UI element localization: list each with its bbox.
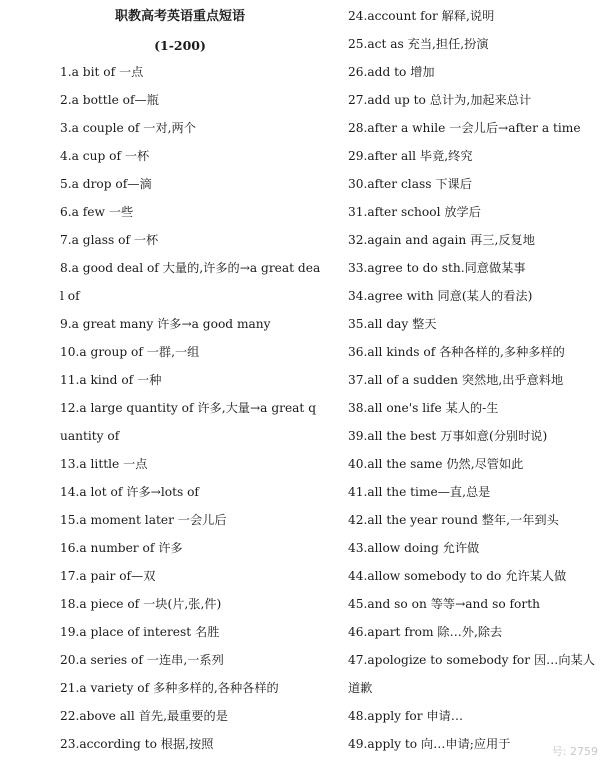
phrase-entry: 31.after school 放学后 [348, 205, 481, 219]
phrase-entry: 49.apply to 向…申请;应用于 [348, 737, 511, 751]
phrase-entry: 9.a great many 许多→a good many [60, 317, 271, 331]
phrase-entry: 27.add up to 总计为,加起来总计 [348, 93, 532, 107]
phrase-entry: 21.a variety of 多种多样的,各种各样的 [60, 681, 279, 695]
phrase-entry: 33.agree to do sth.同意做某事 [348, 261, 526, 275]
phrase-entry: 3.a couple of 一对,两个 [60, 121, 196, 135]
phrase-entry: 32.again and again 再三,反复地 [348, 233, 535, 247]
document-subtitle: (1-200) [154, 38, 206, 53]
phrase-entry: 13.a little 一点 [60, 457, 148, 471]
phrase-entry: 5.a drop of—滴 [60, 177, 152, 191]
phrase-entry: 1.a bit of 一点 [60, 65, 144, 79]
phrase-entry: 34.agree with 同意(某人的看法) [348, 289, 533, 303]
phrase-entry: 36.all kinds of 各种各样的,多种多样的 [348, 345, 565, 359]
phrase-entry: 6.a few 一些 [60, 205, 134, 219]
phrase-entry: 23.according to 根据,按照 [60, 737, 214, 751]
phrase-entry: 14.a lot of 许多→lots of [60, 485, 199, 499]
watermark: 号: 2759 [551, 745, 598, 758]
phrase-entry: 26.add to 增加 [348, 65, 435, 79]
phrase-entry: 46.apart from 除…外,除去 [348, 625, 503, 639]
phrase-entry: 39.all the best 万事如意(分别时说) [348, 429, 548, 443]
phrase-entry: 28.after a while 一会儿后→after a time [348, 121, 581, 135]
phrase-entry: 29.after all 毕竟,终究 [348, 149, 473, 163]
phrase-entry: 17.a pair of—双 [60, 569, 156, 583]
phrase-entry: 41.all the time—直,总是 [348, 485, 491, 499]
phrase-entry: 8.a good deal of 大量的,许多的→a great deal of [60, 261, 321, 304]
phrase-entry: 37.all of a sudden 突然地,出乎意料地 [348, 373, 564, 387]
phrase-entry: 35.all day 整天 [348, 317, 437, 331]
phrase-entry: 48.apply for 申请… [348, 709, 464, 723]
phrase-entry: 10.a group of 一群,一组 [60, 345, 200, 359]
phrase-entry: 15.a moment later 一会儿后 [60, 513, 227, 527]
phrase-entry: 4.a cup of 一杯 [60, 149, 150, 163]
phrase-entry: 38.all one's life 某人的-生 [348, 401, 499, 415]
phrase-entry: 18.a piece of 一块(片,张,件) [60, 597, 222, 611]
phrase-entry: 40.all the same 仍然,尽管如此 [348, 457, 524, 471]
phrase-entry: 22.above all 首先,最重要的是 [60, 709, 228, 723]
phrase-entry: 11.a kind of 一种 [60, 373, 162, 387]
phrase-entry: 44.allow somebody to do 允许某人做 [348, 569, 567, 583]
document-title: 职教高考英语重点短语 [114, 9, 245, 24]
phrase-entry: 30.after class 下课后 [348, 177, 472, 191]
phrase-entry: 45.and so on 等等→and so forth [348, 597, 540, 611]
phrase-entry: 20.a series of 一连串,一系列 [60, 653, 224, 667]
phrase-entry: 42.all the year round 整年,一年到头 [348, 513, 559, 527]
phrase-entry: 2.a bottle of—瓶 [60, 93, 159, 107]
phrase-entry: 19.a place of interest 名胜 [60, 625, 220, 639]
phrase-entry: 7.a glass of 一杯 [60, 233, 159, 247]
phrase-entry: 24.account for 解释,说明 [348, 9, 495, 23]
phrase-entry: 25.act as 充当,担任,扮演 [348, 37, 489, 51]
phrase-entry: 16.a number of 许多 [60, 541, 183, 555]
phrase-entry: 12.a large quantity of 许多,大量→a great quantity of [60, 401, 316, 444]
phrase-entry: 43.allow doing 允许做 [348, 541, 480, 555]
phrase-entry: 47.apologize to somebody for 因…向某人道歉 [348, 653, 595, 696]
